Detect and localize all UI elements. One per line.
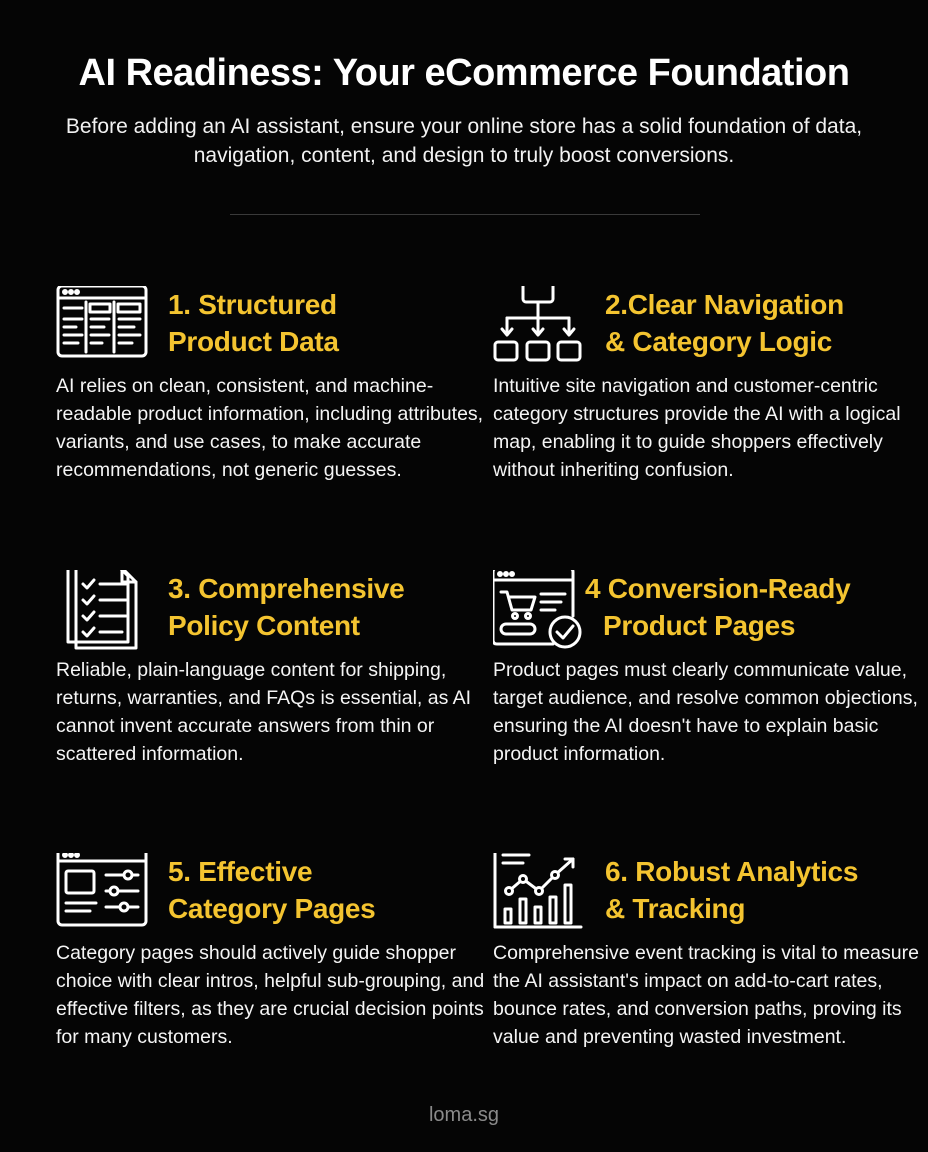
card-heading	[605, 853, 915, 927]
card-body: AI relies on clean, consistent, and machine-readable product information, including attributes, variants, and use cases, to make accurate recommendations, not generic guesses.	[56, 375, 484, 481]
filter-page-icon	[56, 853, 152, 939]
cart-page-check-icon	[493, 570, 589, 656]
card-heading-line1: 2.Clear Navigation	[605, 289, 844, 320]
card-heading-line2: Policy Content	[168, 610, 360, 641]
data-table-icon	[56, 286, 152, 372]
hierarchy-icon	[493, 286, 589, 372]
card-body: Reliable, plain-language content for shipping, returns, warranties, and FAQs is essential, as AI cannot invent accurate answers from thin or scattered information.	[56, 659, 472, 765]
card-heading-line2: & Category Logic	[605, 326, 833, 357]
card-heading	[168, 570, 478, 644]
analytics-chart-icon	[493, 853, 589, 939]
card-heading	[605, 286, 915, 360]
card-heading	[585, 570, 895, 644]
card-heading-line1: 1. Structured	[168, 289, 337, 320]
checklist-document-icon	[56, 570, 152, 656]
card-body: Comprehensive event tracking is vital to measure the AI assistant's impact on add-to-cart rates, bounce rates, and conversion paths, proving its value and preventing wasted investment.	[493, 942, 919, 1048]
page-title: AI Readiness: Your eCommerce Foundation	[78, 52, 850, 94]
card-heading	[168, 286, 478, 360]
card-heading-line2: & Tracking	[605, 893, 746, 924]
card-body: Category pages should actively guide shopper choice with clear intros, helpful sub-grouping, and effective filters, as they are crucial decision points for many customers.	[56, 942, 485, 1048]
card-heading-line2: Product Pages	[603, 610, 796, 641]
card-heading	[168, 853, 478, 927]
footer-brand: loma.sg	[428, 1104, 500, 1126]
card-heading-line1: 3. Comprehensive	[168, 573, 405, 604]
card-heading-line1: 5. Effective	[168, 856, 313, 887]
card-heading-line2: Category Pages	[168, 893, 376, 924]
card-body: Product pages must clearly communicate value, target audience, and resolve common objections, ensuring the AI doesn't have to explain basic product information.	[493, 659, 918, 765]
card-heading-line1: 4 Conversion-Ready	[585, 573, 851, 604]
card-body: Intuitive site navigation and customer-centric category structures provide the AI with a logical map, enabling it to guide shoppers effectively without inheriting confusion.	[493, 375, 901, 481]
card-heading-line1: 6. Robust Analytics	[605, 856, 859, 887]
card-heading-line2: Product Data	[168, 326, 339, 357]
page-subtitle: Before adding an AI assistant, ensure your online store has a solid foundation of data, navigation, content, and design to truly boost conversions.	[65, 115, 863, 167]
divider	[230, 214, 700, 215]
